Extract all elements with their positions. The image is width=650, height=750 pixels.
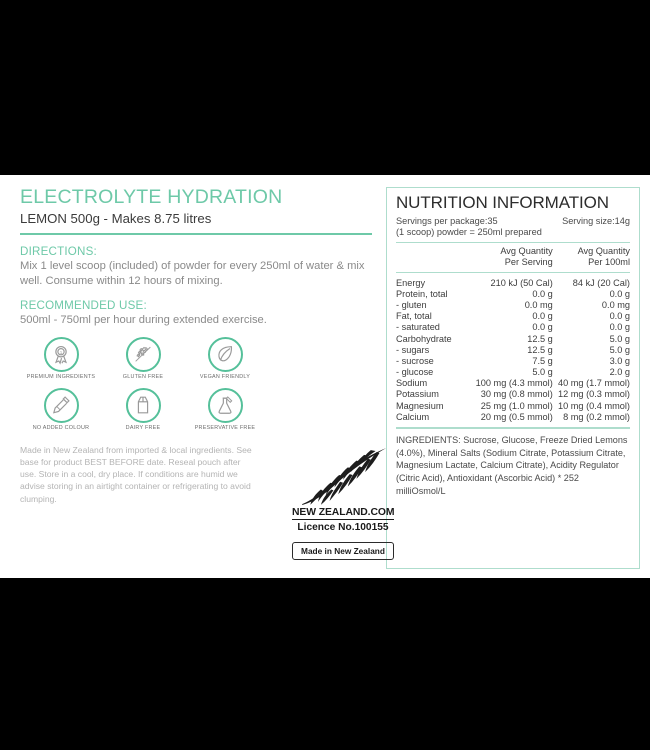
value-per-serving: 20 mg (0.5 mmol) <box>480 411 553 422</box>
panel-divider-header <box>396 272 630 273</box>
nutrition-row <box>396 355 630 366</box>
value-per-100ml: 12 mg (0.3 mmol) <box>558 389 630 400</box>
value-per-100ml: 8 mg (0.2 mmol) <box>563 411 630 422</box>
badge-gluten-free <box>102 337 184 381</box>
value-per-serving: 25 mg (1.0 mmol) <box>480 400 553 411</box>
value-per-100ml: 0.0 g <box>609 322 630 333</box>
nutrition-panel-title: NUTRITION INFORMATION <box>396 193 609 212</box>
badge-no-added-colour <box>20 388 102 432</box>
badge-row-top <box>20 337 270 381</box>
prepared-note: (1 scoop) powder = 250ml prepared <box>396 226 542 237</box>
title-divider <box>20 233 372 235</box>
nutrition-row <box>396 288 630 299</box>
nutrition-table-header <box>396 246 630 269</box>
recommended-use-body: 500ml - 750ml per hour during extended exercise. <box>20 314 267 327</box>
nz-site-text: NEW ZEALAND.COM <box>292 507 395 518</box>
made-in-new-zealand-mark: Made in New Zealand <box>292 542 394 560</box>
value-per-100ml: 5.0 g <box>609 333 630 344</box>
nutrient-name: Sodium <box>396 378 428 389</box>
nutrition-row <box>396 411 630 422</box>
directions-heading: DIRECTIONS: <box>20 245 97 259</box>
nutrition-information-panel <box>386 187 640 569</box>
value-per-serving: 30 mg (0.8 mmol) <box>480 389 553 400</box>
product-subtitle: LEMON 500g - Makes 8.75 litres <box>20 211 212 227</box>
nutrient-name: Carbohydrate <box>396 333 452 344</box>
nutrition-row <box>396 333 630 344</box>
medal-icon <box>44 337 79 372</box>
badge-label: VEGAN FRIENDLY <box>199 373 251 380</box>
nutrition-row <box>396 322 630 333</box>
dropper-icon <box>44 388 79 423</box>
badge-row-bottom <box>20 388 270 432</box>
leaf-icon <box>208 337 243 372</box>
badge-label: PRESERVATIVE FREE <box>194 424 256 431</box>
nutrient-name: Calcium <box>396 411 430 422</box>
value-per-100ml: 0.0 g <box>609 288 630 299</box>
nutrition-row <box>396 277 630 288</box>
value-per-100ml: 2.0 g <box>609 367 630 378</box>
nutrition-row <box>396 299 630 310</box>
value-per-serving: 100 mg (4.3 mmol) <box>475 378 553 389</box>
nz-licence-number: Licence No.100155 <box>297 522 389 533</box>
recommended-use-heading: RECOMMENDED USE: <box>20 299 147 313</box>
product-title: ELECTROLYTE HYDRATION <box>20 186 283 208</box>
nutrient-name: Magnesium <box>396 400 444 411</box>
value-per-serving: 0.0 mg <box>524 299 553 310</box>
nutrient-name: - sucrose <box>396 355 434 366</box>
directions-body: Mix 1 level scoop (included) of powder for every 250ml of water & mix well. Consume within 12 hours of mixing. <box>20 260 365 288</box>
value-per-serving: 12.5 g <box>527 344 553 355</box>
servings-per-package: Servings per package:35 <box>396 215 498 226</box>
product-label-card <box>0 175 650 578</box>
value-per-100ml: 84 kJ (20 Cal) <box>572 277 630 288</box>
badge-preservative-free <box>184 388 266 432</box>
badge-label: PREMIUM INGREDIENTS <box>26 373 96 380</box>
value-per-serving: 0.0 g <box>532 288 553 299</box>
certification-badges <box>20 337 270 432</box>
svg-text:1: 1 <box>59 350 63 356</box>
new-zealand-mark <box>292 445 394 560</box>
ingredients-text: INGREDIENTS: Sucrose, Glucose, Freeze Dried Lemons (4.0%), Mineral Salts (Sodium Citrate, Potassium Citrate, Magnesium Lactate, Calcium Citrate), Acidity Regulator (Citric Acid), Antioxidant (Ascorbic Acid) * 252 milliOsmol/L <box>396 434 628 497</box>
value-per-100ml: 0.0 g <box>609 311 630 322</box>
value-per-100ml: 40 mg (1.7 mmol) <box>558 378 630 389</box>
nutrient-name: Potassium <box>396 389 439 400</box>
badge-dairy-free <box>102 388 184 432</box>
badge-label: GLUTEN FREE <box>122 373 164 380</box>
value-per-serving: 0.0 g <box>532 322 553 333</box>
panel-divider-top <box>396 242 630 243</box>
nutrition-row <box>396 389 630 400</box>
header-blank <box>396 246 476 269</box>
value-per-100ml: 5.0 g <box>609 344 630 355</box>
label-right-column <box>382 187 640 572</box>
value-per-serving: 0.0 g <box>532 311 553 322</box>
badge-premium-ingredients <box>20 337 102 381</box>
badge-vegan-friendly <box>184 337 266 381</box>
label-left-column <box>20 186 395 572</box>
servings-line <box>396 216 630 226</box>
value-per-serving: 5.0 g <box>532 367 553 378</box>
value-per-serving: 210 kJ (50 Cal) <box>490 277 553 288</box>
nutrition-row <box>396 344 630 355</box>
nutrition-table <box>396 246 630 269</box>
nutrition-row <box>396 400 630 411</box>
nutrient-name: - glucose <box>396 367 434 378</box>
wheat-icon <box>126 337 161 372</box>
nutrient-name: Protein, total <box>396 288 448 299</box>
nutrition-values-table <box>396 277 630 422</box>
header-per-serving: Avg Quantity Per Serving <box>500 246 553 268</box>
value-per-serving: 12.5 g <box>527 333 553 344</box>
storage-note: Made in New Zealand from imported & local ingredients. See base for product BEST BEFORE date. Reseal pouch after use. Store in a cool, dry place. If conditions are humid we advise storing in an airtight container or refrigerating to avoid clumping. <box>20 444 252 504</box>
nutrition-row <box>396 366 630 377</box>
milk-carton-icon <box>126 388 161 423</box>
flask-icon <box>208 388 243 423</box>
nutrient-name: Energy <box>396 277 426 288</box>
nutrition-row <box>396 378 630 389</box>
value-per-100ml: 10 mg (0.4 mmol) <box>558 400 630 411</box>
value-per-serving: 7.5 g <box>532 355 553 366</box>
value-per-100ml: 3.0 g <box>609 355 630 366</box>
panel-divider-bottom <box>396 427 630 428</box>
silver-fern-icon <box>295 445 391 507</box>
badge-label: NO ADDED COLOUR <box>32 424 90 431</box>
serving-size: Serving size:14g <box>562 215 630 226</box>
nutrient-name: Fat, total <box>396 311 432 322</box>
value-per-100ml: 0.0 mg <box>601 299 630 310</box>
nutrient-name: - sugars <box>396 344 430 355</box>
badge-label: DAIRY FREE <box>125 424 161 431</box>
nutrient-name: - saturated <box>396 322 440 333</box>
nutrient-name: - gluten <box>396 299 427 310</box>
header-per-100ml: Avg Quantity Per 100ml <box>577 246 630 268</box>
nutrition-row <box>396 311 630 322</box>
